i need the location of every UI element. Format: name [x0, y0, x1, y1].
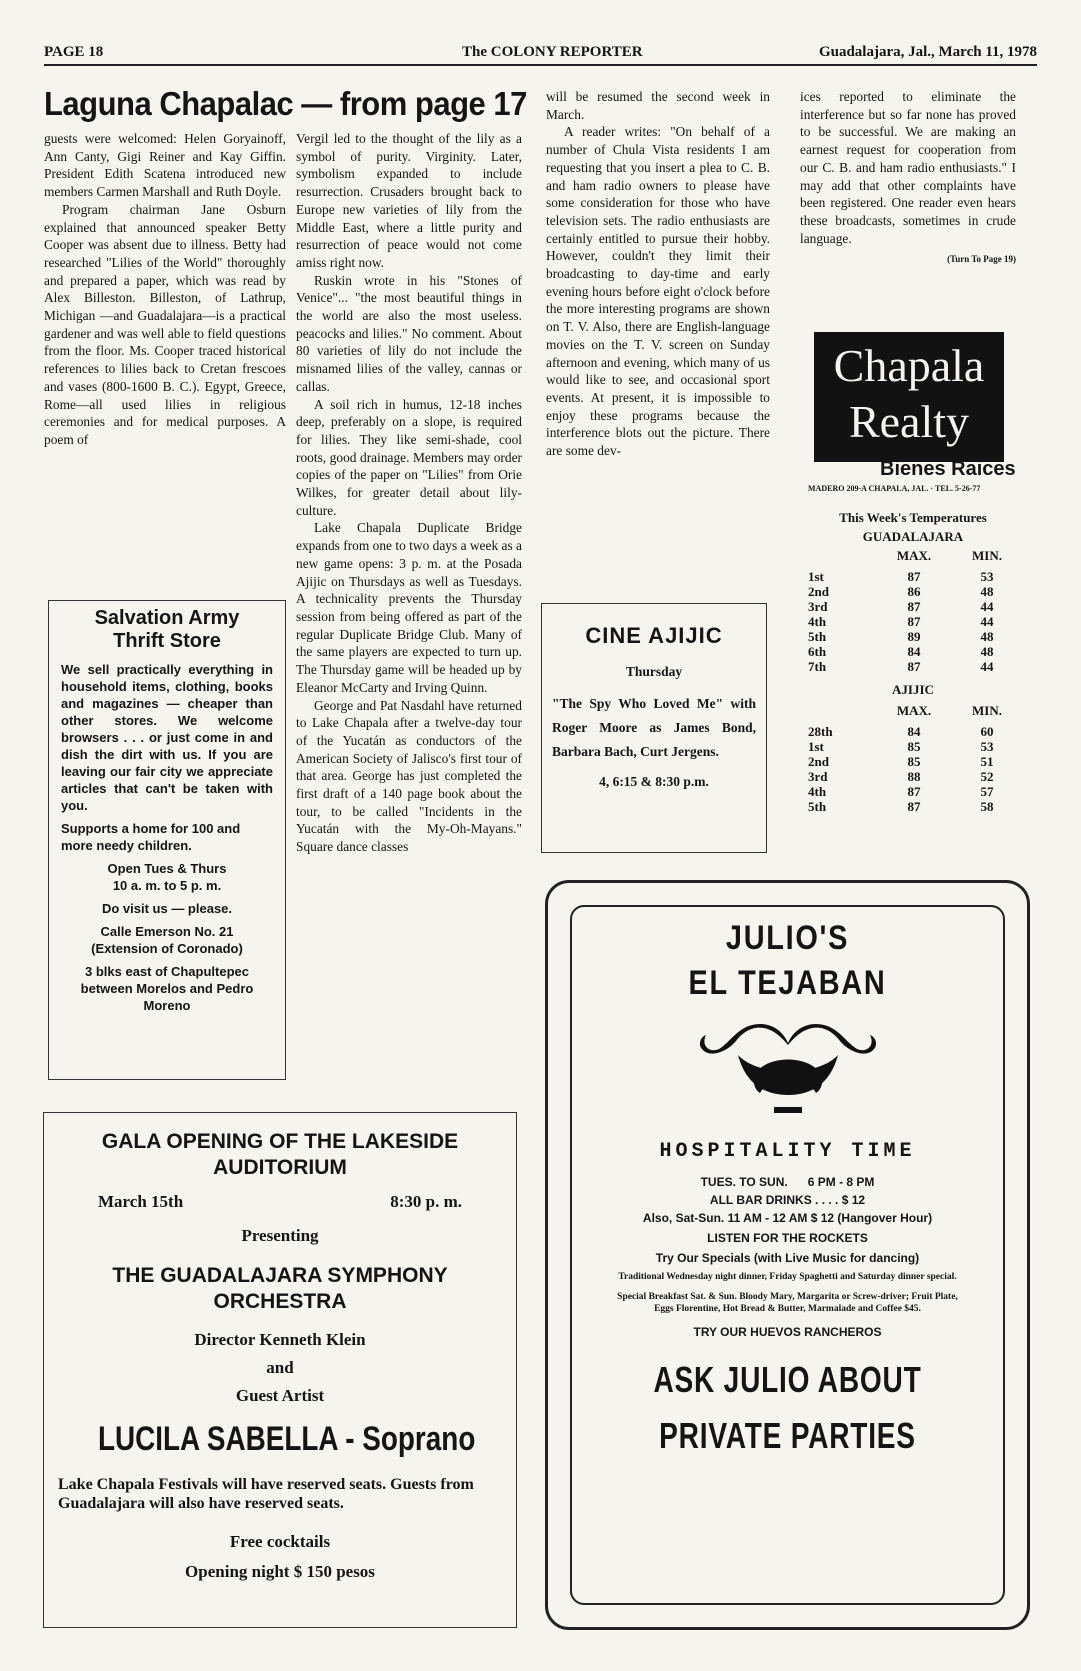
realty-address: MADERO 209-A CHAPALA, JAL. · TEL. 5-26-77 [808, 484, 981, 493]
temp-min: 60 [980, 724, 994, 739]
gala-cocktails: Free cocktails [229, 1532, 331, 1551]
temp-row [808, 614, 1018, 629]
temp-max: 84 [907, 644, 921, 659]
temps-header [808, 703, 1018, 718]
temp-day: 1st [808, 569, 824, 584]
story-paragraph: guests were welcomed: Helen Goryainoff, Ann Canty, Gigi Reiner and Kay Giffin. President Edith Scatena introduced new members Carmen Marshall and Ruth Doyle. [44, 131, 286, 200]
gala-orchestra: THE GUADALAJARA SYMPHONY ORCHESTRA [112, 1264, 448, 1313]
temp-min: 44 [980, 599, 994, 614]
story-headline: Laguna Chapalac — from page 17 [44, 84, 527, 123]
temp-row [808, 599, 1018, 614]
gala-time: 8:30 p. m. [390, 1192, 462, 1211]
temp-day: 1st [808, 739, 824, 754]
julio-breakfast: Special Breakfast Sat. & Sun. Bloody Mary, Margarita or Screw-driver; Fruit Plate, Eggs Florentine, Hot Bread & Butter, Marmalade and Coffee $45. [617, 1292, 958, 1314]
min-label: MIN. [972, 548, 1002, 563]
story-paragraph: Program chairman Jane Osburn explained that announced speaker Betty Cooper was absent due to illness. Betty had researched "Lilies of the World" thoroughly and prepared a paper, which was read by Alex Billeston. Billeston, of Lathrup, Michigan —and Guadalajara—is a practical gardener and was well able to field questions from the floor. Ms. Cooper traced historical references to lilies back to Cretan frescoes and vases (800-1600 B. C.). Egypt, Greece, Rome—all used lilies in religious ceremonies and for medical purposes. A poem of [44, 201, 286, 447]
temp-max: 85 [907, 754, 921, 769]
story-paragraph: George and Pat Nasdahl have returned to Lake Chapala after a twelve-day tour of the Yucatán as conductors of the American Society of Jalisco's first tour of that area. George has just completed the first draft of a 140 page book about the tour, to be called "Incidents in the Yucatán with the My-Oh-Mayans." Square dance classes [296, 697, 522, 855]
ad-title: CINE AJIJIC [585, 623, 723, 648]
temp-max: 84 [907, 724, 921, 739]
story-paragraph: ices reported to eliminate the interference but so far none has proved to be successful. We are making an earnest request for cooperation from our C. B. and ham radio enthusiasts." I may add that other complaints have been registered. One reader even hears these broadcasts, sometimes in crude language. [800, 89, 1016, 246]
temp-min: 44 [980, 659, 994, 674]
julio-weekend: Also, Sat-Sun. 11 AM - 12 AM $ 12 (Hangover Hour) [642, 1211, 933, 1225]
gdl-rows [808, 569, 1018, 674]
temp-row [808, 584, 1018, 599]
temp-max: 87 [907, 659, 921, 674]
temperature-table [808, 510, 1018, 814]
temp-day: 3rd [808, 599, 828, 614]
temp-day: 2nd [808, 584, 829, 599]
gala-guest: Guest Artist [235, 1386, 325, 1405]
running-header [44, 42, 1037, 66]
story-column-2 [296, 130, 522, 856]
julio-ask: ASK JULIO ABOUT [653, 1359, 922, 1400]
ad-times: 4, 6:15 & 8:30 p.m. [599, 774, 709, 789]
city-label: GUADALAJARA [862, 529, 964, 544]
ad-hours: 10 a. m. to 5 p. m. [112, 878, 222, 893]
gala-presenting: Presenting [241, 1226, 319, 1245]
temps-title: This Week's Temperatures [839, 510, 987, 525]
gala-date: March 15th [98, 1192, 184, 1211]
mustache-icon [698, 1015, 878, 1125]
story-column-4 [800, 88, 1016, 269]
temp-day: 4th [808, 784, 827, 799]
story-paragraph: A reader writes: "On behalf of a number of Chula Vista residents I am requesting that you insert a plea to C. B. and ham radio owners to please have some consideration for those who have television sets. The radio enthusiasts are certainly entitled to pursue their hobby. However, couldn't they limit their broadcasting to day-time and early evening hours before eight o'clock before the more interesting programs are shown on T. V. Also, there are English-language movies on the T. V. screen on Sunday afternoon and evening, which many of us would like to see, and occasional sport events. At present, it is impossible to enjoy these programs because the interference blots out the picture. There are some dev- [546, 124, 770, 459]
temp-max: 85 [907, 739, 921, 754]
temp-row [808, 644, 1018, 659]
temp-day: 4th [808, 614, 827, 629]
julio-parties: PRIVATE PARTIES [659, 1415, 916, 1456]
gala-title: GALA OPENING OF THE LAKESIDE AUDITORIUM [101, 1130, 459, 1179]
gala-director: Director Kenneth Klein [194, 1330, 366, 1349]
gala-and: and [266, 1358, 294, 1377]
page-number: PAGE 18 [44, 44, 104, 60]
realty-name: Chapala [833, 340, 985, 391]
temp-day: 7th [808, 659, 827, 674]
temp-min: 51 [980, 754, 994, 769]
turn-to-page: (Turn To Page 19) [947, 254, 1016, 265]
min-label: MIN. [972, 703, 1002, 718]
ad-title: Salvation Army [94, 607, 240, 629]
realty-subtitle: Bienes Raices [880, 458, 1016, 480]
temp-max: 88 [907, 769, 921, 784]
max-label: MAX. [896, 548, 932, 563]
realty-name: Realty [848, 396, 970, 447]
ad-body: We sell practically everything in household items, clothing, books and magazines — cheaper than other stores. We welcome browsers . . . or just come in and dish the dirt with us. If you are leaving our fair city we appreciate articles that can't be taken with you. [61, 662, 273, 813]
julio-name2: EL TEJABAN [688, 964, 887, 1002]
story-column-3 [546, 88, 770, 460]
temp-min: 48 [980, 644, 994, 659]
story-paragraph: A soil rich in humus, 12-18 inches deep, preferably on a slope, is required for lilies. They like semi-shade, cool roots, good drainage. Members may order copies of the paper on "Lilies" from Orie Wilkes, for greater detail about lily-culture. [296, 396, 522, 518]
ad-day: Thursday [625, 664, 683, 679]
temp-day: 2nd [808, 754, 829, 769]
gala-note: Lake Chapala Festivals will have reserved seats. Guests from Guadalajara will also have reserved seats. [58, 1476, 474, 1512]
story-paragraph: will be resumed the second week in March. [546, 89, 770, 122]
julios-ad [545, 880, 1030, 1630]
gala-datetime [58, 1191, 502, 1213]
temp-min: 58 [980, 799, 994, 814]
julio-days: TUES. TO SUN. 6 PM - 8 PM [700, 1175, 875, 1189]
temp-row [808, 569, 1018, 584]
ad-subtitle: Thrift Store [113, 630, 221, 652]
temp-max: 87 [907, 599, 921, 614]
temp-min: 57 [980, 784, 994, 799]
hospitality-title: HOSPITALITY TIME [659, 1140, 916, 1163]
ad-film: "The Spy Who Loved Me" with Roger Moore as James Bond, Barbara Bach, Curt Jergens. [552, 696, 756, 759]
dateline: Guadalajara, Jal., March 11, 1978 [818, 44, 1037, 60]
temp-max: 86 [907, 584, 921, 599]
ad-address: (Extension of Coronado) [91, 941, 243, 956]
gala-price: Opening night $ 150 pesos [185, 1562, 375, 1581]
gala-opening-ad [43, 1112, 517, 1628]
max-label: MAX. [896, 703, 932, 718]
temp-min: 52 [980, 769, 994, 784]
temp-max: 87 [907, 569, 921, 584]
chapala-realty-ad [808, 332, 1013, 462]
ad-address: 3 blks east of Chapultepec between Morelos and Pedro Moreno [80, 964, 254, 1013]
story-paragraph: Ruskin wrote in his "Stones of Venice"... "the most beautiful things in the world are also the most useless. peacocks and lilies." No comment. About 80 varieties of lily do not include the misnamed lilies of the valley, cannas or callas. [296, 272, 522, 394]
temps-header [808, 548, 1018, 563]
ad-visit: Do visit us — please. [101, 901, 233, 916]
story-paragraph: Lake Chapala Duplicate Bridge expands from one to two days a week as a new game opens: 3 p. m. at the Posada Ajijic on Thursdays as well as Tuesdays. A technicality prevents the Thursday session from being offered as part of the regular Duplicate Bridge Club. Many of the same players are expected to turn up. The Thursday game will be headed up by Eleanor McCarty and Irving Quinn. [296, 520, 522, 695]
julio-drinks: ALL BAR DRINKS . . . . $ 12 [709, 1193, 866, 1207]
temp-row [808, 739, 1018, 754]
gala-soloist: LUCILA SABELLA - Soprano [97, 1420, 476, 1458]
temp-row [808, 784, 1018, 799]
julio-huevos: TRY OUR HUEVOS RANCHEROS [693, 1325, 882, 1339]
temp-max: 89 [907, 629, 921, 644]
julio-specials: Try Our Specials (with Live Music for dancing) [655, 1251, 920, 1265]
temp-row [808, 799, 1018, 814]
temp-min: 44 [980, 614, 994, 629]
temp-day: 6th [808, 644, 827, 659]
temp-day: 5th [808, 799, 827, 814]
temp-max: 87 [907, 614, 921, 629]
ad-hours: Open Tues & Thurs [107, 861, 227, 876]
temp-row [808, 724, 1018, 739]
temp-day: 3rd [808, 769, 828, 784]
newspaper-name: The COLONY REPORTER [462, 44, 643, 60]
temp-day: 28th [808, 724, 833, 739]
julio-rockets: LISTEN FOR THE ROCKETS [707, 1231, 868, 1245]
salvation-army-ad [48, 600, 286, 1080]
temp-min: 48 [980, 629, 994, 644]
story-column-1 [44, 130, 286, 449]
temp-min: 53 [980, 569, 994, 584]
temp-max: 87 [907, 799, 921, 814]
story-paragraph: Vergil led to the thought of the lily as a symbol of purity. Virginity. Later, symbolism expanded to include resurrection. Crusaders brought back to Europe new varieties of lily from the Middle East, where a little purity and resurrection of peace would not come amiss right now. [296, 131, 522, 270]
temp-max: 87 [907, 784, 921, 799]
ajijic-rows [808, 724, 1018, 814]
temp-row [808, 629, 1018, 644]
realty-logo [814, 332, 1004, 462]
temp-row [808, 659, 1018, 674]
cine-ajijic-ad [541, 603, 767, 853]
julio-name: JULIO'S [725, 919, 850, 957]
julio-dinner: Traditional Wednesday night dinner, Friday Spaghetti and Saturday dinner special. [618, 1272, 957, 1282]
city-label: AJIJIC [892, 682, 934, 697]
temp-row [808, 769, 1018, 784]
temp-row [808, 754, 1018, 769]
temp-day: 5th [808, 629, 827, 644]
ad-address: Calle Emerson No. 21 [100, 924, 234, 939]
ad-body: Supports a home for 100 and more needy children. [61, 821, 241, 853]
temp-min: 53 [980, 739, 994, 754]
temp-min: 48 [980, 584, 994, 599]
